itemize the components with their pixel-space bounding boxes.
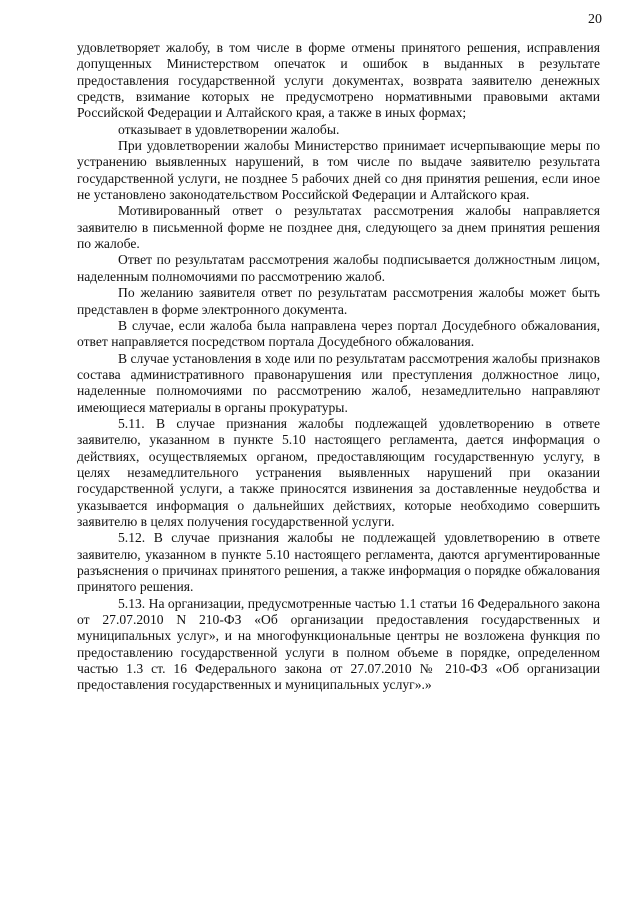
paragraph-8: В случае установления в ходе или по результатам рассмотрения жалобы признаков состава административного правонарушения или преступления должностное лицо, наделенные полномочиями по рассмотрению жалоб, незамедлительно направляют имеющиеся материалы в органы прокуратуры. — [77, 350, 600, 415]
paragraph-11: 5.13. На организации, предусмотренные частью 1.1 статьи 16 Федерального закона от 27.07.2010 N 210-ФЗ «Об организации предоставления государственных и муниципальных услуг», и на многофункциональные центры не возложена функция по предоставлению государственной услуги в полном объеме в порядке, определенном частью 1.3 ст. 16 Федерального закона от 27.07.2010 № 210-ФЗ «Об организации предоставления государственных и муниципальных услуг».» — [77, 595, 600, 693]
paragraph-6: По желанию заявителя ответ по результатам рассмотрения жалобы может быть представлен в форме электронного документа. — [77, 285, 600, 317]
document-body — [77, 40, 600, 694]
paragraph-1: удовлетворяет жалобу, в том числе в форме отмены принятого решения, исправления допущенных Министерством опечаток и ошибок в выданных в результате предоставления государственной услуги документах, возврата заявителю денежных средств, взимание которых не предусмотрено нормативными правовыми актами Российской Федерации и Алтайского края, а также в иных формах; — [77, 40, 600, 121]
paragraph-4: Мотивированный ответ о результатах рассмотрения жалобы направляется заявителю в письменной форме не позднее дня, следующего за днем принятия решения по жалобе. — [77, 203, 600, 252]
page-number: 20 — [588, 12, 602, 27]
paragraph-2: отказывает в удовлетворении жалобы. — [118, 121, 340, 137]
paragraph-7: В случае, если жалоба была направлена через портал Досудебного обжалования, ответ направляется посредством портала Досудебного обжалования. — [77, 317, 600, 350]
paragraph-5: Ответ по результатам рассмотрения жалобы подписывается должностным лицом, наделенным полномочиями по рассмотрению жалоб. — [77, 252, 600, 284]
paragraph-3: При удовлетворении жалобы Министерство принимает исчерпывающие меры по устранению выявленных нарушений, в том числе по выдаче заявителю результата государственной услуги, не позднее 5 рабочих дней со дня принятия решения, если иное не установлено законодательством Российской Федерации и Алтайского края. — [77, 138, 600, 203]
paragraph-10: 5.12. В случае признания жалобы не подлежащей удовлетворению в ответе заявителю, указанном в пункте 5.10 настоящего регламента, даются аргументированные разъяснения о причинах принятого решения, а также информация о порядке обжалования принятого решения. — [77, 530, 600, 595]
paragraph-9: 5.11. В случае признания жалобы подлежащей удовлетворению в ответе заявителю, указанном в пункте 5.10 настоящего регламента, дается информация о действиях, осуществляемых органом, предоставляющим государственную услугу, в целях незамедлительного устранения выявленных нарушений при оказании государственной услуги, а также приносятся извинения за доставленные неудобства и указывается информация о дальнейших действиях, которые необходимо совершить заявителю в целях получения государственной услуги. — [77, 415, 600, 529]
